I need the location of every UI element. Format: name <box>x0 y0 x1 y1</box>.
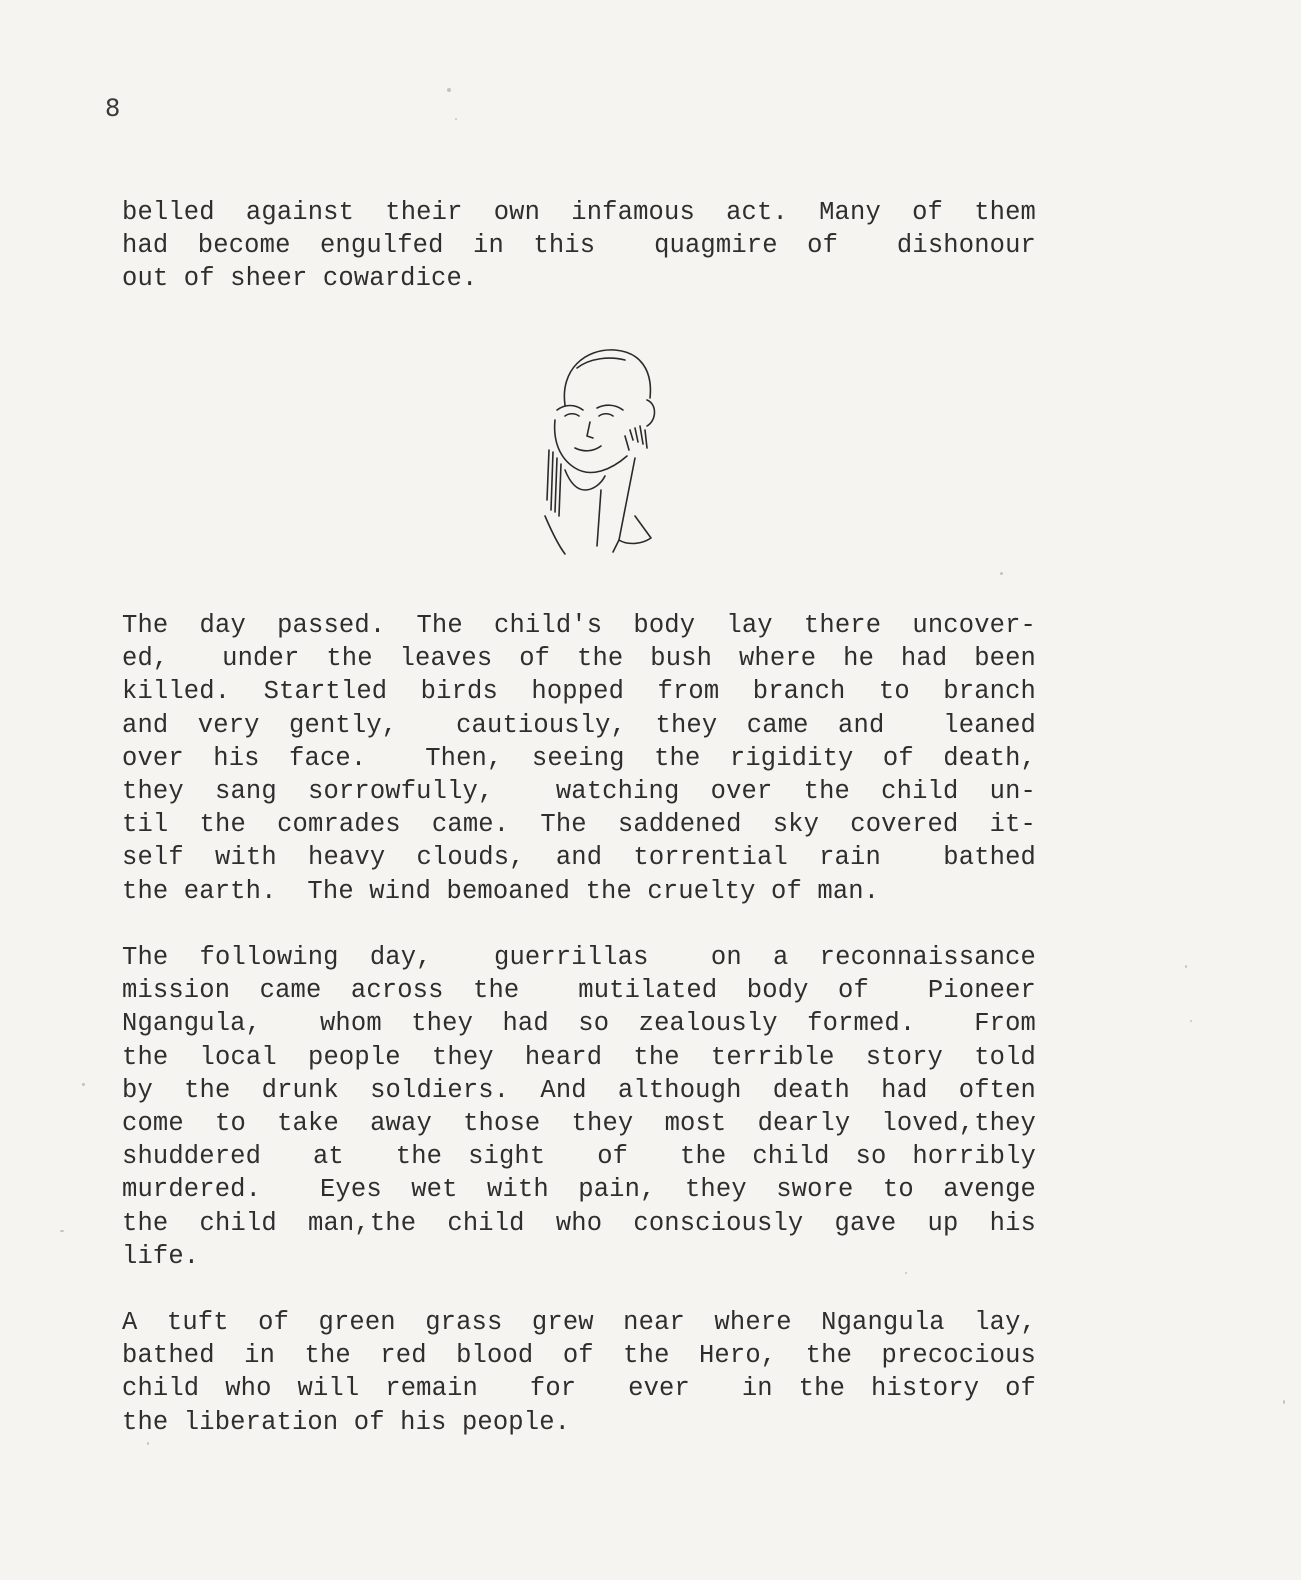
text-line: the earth. The wind bemoaned the cruelty of man. <box>122 876 880 906</box>
text-line: A tuft of green grass grew near where Ngangula lay, <box>122 1308 1036 1337</box>
paper-speck <box>455 118 457 120</box>
text-line: come to take away those they most dearly loved,they <box>122 1109 1036 1139</box>
text-line: til the comrades came. The saddened sky covered it- <box>122 810 1036 840</box>
text-line: out of sheer cowardice. <box>122 264 478 294</box>
text-line: mission came across the mutilated body of Pioneer <box>122 976 1036 1006</box>
text-line: The day passed. The child's body lay there uncover- <box>122 611 1036 640</box>
page-number: 8 <box>105 94 121 122</box>
text-line: and very gently, cautiously, they came and leaned <box>122 710 1036 740</box>
text-line: ed, under the leaves of the bush where he had been <box>122 644 1036 674</box>
text-line: had become engulfed in this quagmire of dishonour <box>122 231 1036 261</box>
paper-speck <box>60 1230 64 1232</box>
text-line: by the drunk soldiers. And although death had often <box>122 1075 1036 1105</box>
text-line: self with heavy clouds, and torrential rain bathed <box>122 843 1036 873</box>
paper-speck <box>1185 965 1187 968</box>
text-line: the local people they heard the terrible story told <box>122 1042 1036 1072</box>
paragraph-2 <box>122 609 1036 908</box>
text-line: belled against their own infamous act. Many of them <box>122 198 1036 227</box>
paper-speck <box>1283 1400 1285 1404</box>
paper-speck <box>447 88 451 92</box>
text-line: the liberation of his people. <box>122 1407 571 1437</box>
child-portrait-sketch-icon <box>535 340 670 560</box>
text-line: life. <box>122 1241 200 1271</box>
text-line: shuddered at the sight of the child so horribly <box>122 1142 1036 1172</box>
paper-speck <box>1000 572 1003 575</box>
text-line: murdered. Eyes wet with pain, they swore to avenge <box>122 1175 1036 1205</box>
text-line: Ngangula, whom they had so zealously formed. From <box>122 1009 1036 1039</box>
paragraph-3 <box>122 941 1036 1273</box>
text-line: the child man,the child who consciously gave up his <box>122 1208 1036 1238</box>
paper-speck <box>147 1442 149 1445</box>
text-line: child who will remain for ever in the history of <box>122 1374 1036 1404</box>
text-line: they sang sorrowfully, watching over the child un- <box>122 777 1036 807</box>
paper-speck <box>82 1083 85 1086</box>
paragraph-4 <box>122 1306 1036 1439</box>
text-line: over his face. Then, seeing the rigidity of death, <box>122 743 1036 773</box>
text-line: The following day, guerrillas on a reconnaissance <box>122 943 1036 972</box>
paragraph-1 <box>122 196 1036 296</box>
paper-speck <box>1190 1020 1192 1022</box>
text-line: bathed in the red blood of the Hero, the precocious <box>122 1341 1036 1371</box>
text-line: killed. Startled birds hopped from branch to branch <box>122 677 1036 707</box>
